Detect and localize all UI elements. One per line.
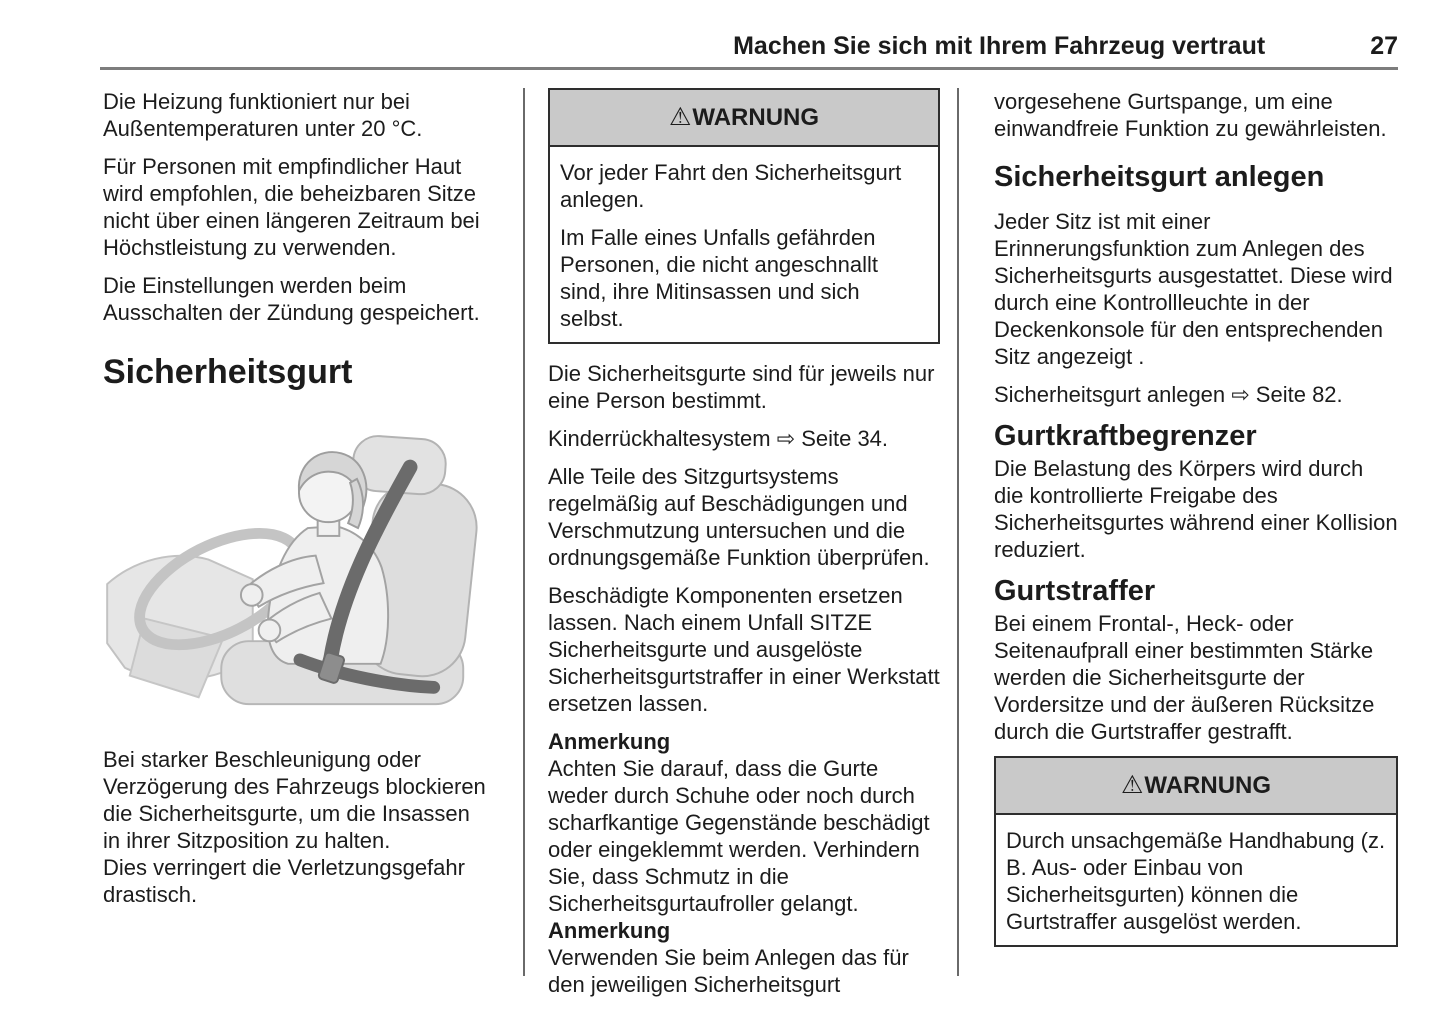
column-middle — [548, 88, 940, 998]
paragraph: Dies verringert die Verletzungsgefahr drastisch. — [103, 855, 465, 907]
paragraph: Bei einem Frontal-, Heck- oder Seitenaufprall einer bestimmten Stärke werden die Sicherheitsgurte der Vordersitze und der äußeren Rücksitze durch die Gurtstraffer gestrafft. — [994, 611, 1375, 744]
cross-reference-sicherheitsgurt-anlegen: Sicherheitsgurt anlegen ⇨ Seite 82. — [994, 382, 1343, 407]
paragraph: Jeder Sitz ist mit einer Erinnerungsfunktion zum Anlegen des Sicherheitsgurts ausgestattet. Diese wird durch eine Kontrollleuchte in der Deckenkonsole für den entsprechenden Sitz angezeigt . — [994, 209, 1393, 369]
warning-box-seatbelt — [548, 88, 940, 344]
warning-box-gurtstraffer — [994, 756, 1398, 947]
warning-triangle-icon: ⚠ — [668, 103, 692, 131]
column-divider-right — [957, 88, 959, 976]
warning-paragraph: Im Falle eines Unfalls gefährden Personen, die nicht angeschnallt sind, ihre Mitinsassen und sich selbst. — [560, 225, 878, 331]
paragraph: vorgesehene Gurtspange, um eine einwandfreie Funktion zu gewährleisten. — [994, 89, 1387, 141]
warning-title: WARNUNG — [1144, 772, 1272, 799]
note-text: Achten Sie darauf, dass die Gurte weder durch Schuhe oder noch durch scharfkantige Gegenstände beschädigt oder eingeklemmt werden. Verhindern Sie, dass Schmutz in die Sicherheitsgurtaufroller gelangt. — [548, 756, 930, 916]
page-number: 27 — [1370, 32, 1398, 60]
warning-box-header — [996, 758, 1396, 815]
warning-box-body — [550, 147, 938, 342]
note-label: Anmerkung — [548, 729, 671, 754]
paragraph: Für Personen mit empfindlicher Haut wird empfohlen, die beheizbaren Sitze nicht über einen längeren Zeitraum bei Höchstleistung zu verwenden. — [103, 154, 480, 260]
note-label: Anmerkung — [548, 918, 671, 943]
subsection-heading-gurtstraffer: Gurtstraffer — [994, 575, 1156, 607]
warning-triangle-icon: ⚠ — [1120, 771, 1144, 799]
driver-hand-shape — [259, 620, 281, 642]
chapter-title: Machen Sie sich mit Ihrem Fahrzeug vertraut — [733, 32, 1266, 60]
paragraph: Die Einstellungen werden beim Ausschalten der Zündung gespeichert. — [103, 273, 480, 325]
cross-reference-kinderrueckhaltesystem: Kinderrückhaltesystem ⇨ Seite 34. — [548, 426, 889, 451]
warning-paragraph: Durch unsachgemäße Handhabung (z. B. Aus- oder Einbau von Sicherheitsgurten) können die Gurtstraffer ausgelöst werden. — [1006, 828, 1386, 934]
seatbelt-illustration-svg — [103, 412, 491, 712]
warning-box-body — [996, 815, 1396, 945]
note-text: Verwenden Sie beim Anlegen das für den jeweiligen Sicherheitsgurt — [548, 945, 909, 997]
driver-hand-shape — [241, 584, 263, 606]
paragraph: Die Sicherheitsgurte sind für jeweils nur eine Person bestimmt. — [548, 361, 935, 413]
column-right — [994, 88, 1398, 963]
section-heading-sicherheitsgurt: Sicherheitsgurt — [103, 353, 353, 391]
paragraph: Die Heizung funktioniert nur bei Außentemperaturen unter 20 °C. — [103, 89, 423, 141]
column-left — [103, 88, 491, 908]
paragraph: Die Belastung des Körpers wird durch die kontrollierte Freigabe des Sicherheitsgurtes während einer Kollision reduziert. — [994, 456, 1398, 562]
paragraph: Beschädigte Komponenten ersetzen lassen. Nach einem Unfall SITZE Sicherheitsgurte und ausgelöste Sicherheitsgurtstraffer in einer Werkstatt ersetzen lassen. — [548, 583, 940, 716]
subsection-heading-gurtkraftbegrenzer: Gurtkraftbegrenzer — [994, 420, 1257, 452]
paragraph: Bei starker Beschleunigung oder Verzögerung des Fahrzeugs blockieren die Sicherheitsgurte, um die Insassen in ihrer Sitzposition zu halten. — [103, 747, 486, 853]
paragraph: Alle Teile des Sitzgurtsystems regelmäßig auf Beschädigungen und Verschmutzung untersuchen und die ordnungsgemäße Funktion überprüfen. — [548, 464, 930, 570]
warning-title: WARNUNG — [692, 104, 820, 131]
seatbelt-illustration — [103, 412, 491, 712]
subsection-heading-sicherheitsgurt-anlegen: Sicherheitsgurt anlegen — [994, 161, 1325, 193]
column-divider-left — [523, 88, 525, 976]
warning-paragraph: Vor jeder Fahrt den Sicherheitsgurt anlegen. — [560, 160, 902, 212]
warning-box-header — [550, 90, 938, 147]
page-header — [100, 32, 1398, 70]
